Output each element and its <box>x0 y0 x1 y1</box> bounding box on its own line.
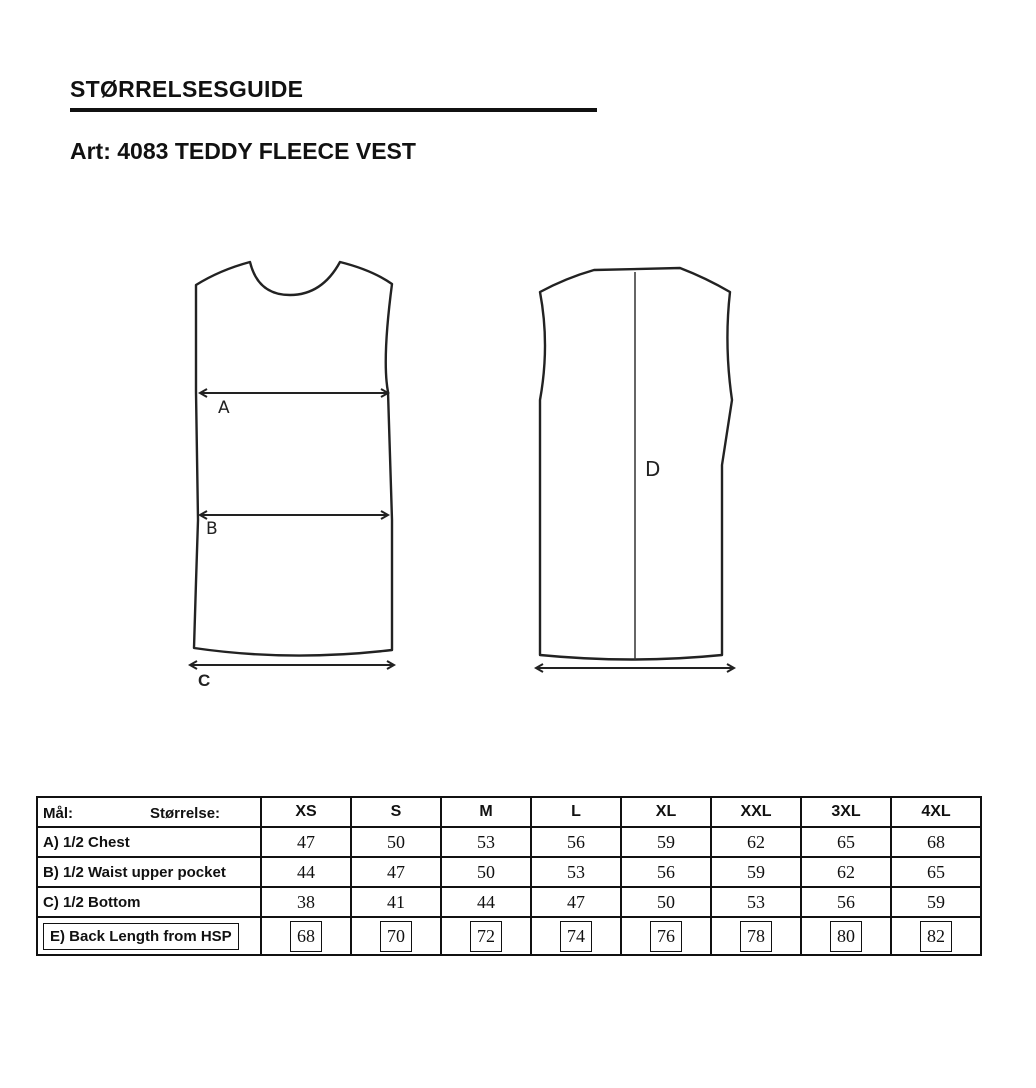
table-cell: 44 <box>441 887 531 917</box>
row-label-box <box>37 917 261 955</box>
table-cell: 47 <box>261 827 351 857</box>
size-3xl: 3XL <box>801 797 891 827</box>
table-row <box>37 827 981 857</box>
table-cell: 62 <box>711 827 801 857</box>
table-cell: 62 <box>801 857 891 887</box>
table-cell: 56 <box>621 857 711 887</box>
table-cell: 56 <box>801 887 891 917</box>
size-s: S <box>351 797 441 827</box>
label-b: B <box>206 519 218 539</box>
table-cell <box>261 917 351 955</box>
table-cell: 59 <box>891 887 981 917</box>
page-title: STØRRELSESGUIDE <box>70 76 304 102</box>
table-cell: 65 <box>891 857 981 887</box>
table-cell <box>891 917 981 955</box>
measure-header: Mål: <box>43 805 73 822</box>
table-cell-value: 74 <box>560 921 592 952</box>
table-cell: 53 <box>531 857 621 887</box>
table-cell: 59 <box>711 857 801 887</box>
table-cell: 41 <box>351 887 441 917</box>
size-l: L <box>531 797 621 827</box>
front-vest-outline <box>194 262 392 656</box>
table-cell-value: 68 <box>290 921 322 952</box>
table-cell-value: 78 <box>740 921 772 952</box>
table-cell: 44 <box>261 857 351 887</box>
size-xxl: XXL <box>711 797 801 827</box>
label-a: A <box>218 398 230 418</box>
table-row <box>37 857 981 887</box>
table-cell-value: 76 <box>650 921 682 952</box>
label-d: D <box>645 457 661 481</box>
table-row <box>37 917 981 955</box>
size-xs: XS <box>261 797 351 827</box>
row-label: B) 1/2 Waist upper pocket <box>37 857 261 887</box>
table-cell: 50 <box>621 887 711 917</box>
table-cell: 56 <box>531 827 621 857</box>
table-cell: 65 <box>801 827 891 857</box>
table-cell-value: 72 <box>470 921 502 952</box>
row-label: E) Back Length from HSP <box>43 923 239 950</box>
back-vest-outline <box>540 268 732 660</box>
table-row <box>37 887 981 917</box>
table-cell: 50 <box>441 857 531 887</box>
table-cell <box>351 917 441 955</box>
size-xl: XL <box>621 797 711 827</box>
table-cell-value: 82 <box>920 921 952 952</box>
article-title: Art: 4083 TEDDY FLEECE VEST <box>70 138 416 164</box>
label-c: C <box>198 671 211 690</box>
table-cell <box>441 917 531 955</box>
size-header: Størrelse: <box>150 805 221 822</box>
table-cell: 68 <box>891 827 981 857</box>
size-4xl: 4XL <box>891 797 981 827</box>
table-cell: 50 <box>351 827 441 857</box>
table-cell <box>711 917 801 955</box>
header-label-cell <box>37 797 261 827</box>
table-cell: 59 <box>621 827 711 857</box>
size-table <box>36 796 982 956</box>
table-cell: 53 <box>711 887 801 917</box>
row-label: A) 1/2 Chest <box>37 827 261 857</box>
table-cell <box>531 917 621 955</box>
table-cell <box>621 917 711 955</box>
table-cell: 53 <box>441 827 531 857</box>
table-cell <box>801 917 891 955</box>
row-label: C) 1/2 Bottom <box>37 887 261 917</box>
table-cell: 47 <box>351 857 441 887</box>
table-cell: 47 <box>531 887 621 917</box>
table-cell-value: 80 <box>830 921 862 952</box>
size-m: M <box>441 797 531 827</box>
size-header-row <box>37 797 981 827</box>
table-cell: 38 <box>261 887 351 917</box>
table-cell-value: 70 <box>380 921 412 952</box>
